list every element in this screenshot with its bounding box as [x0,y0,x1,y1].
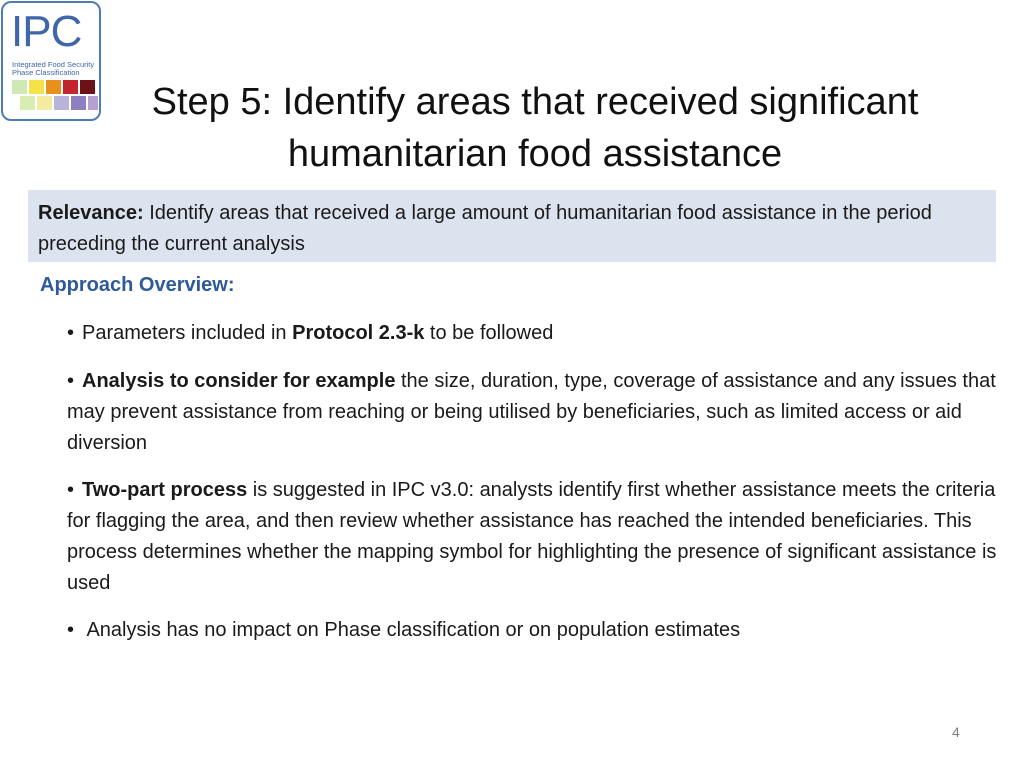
bullet-dot: • [67,370,75,392]
bullet-bold: Protocol 2.3-k [292,322,425,344]
logo-square [46,80,61,94]
bullet-bold: Analysis to consider for example [82,370,396,392]
logo-square [71,96,86,110]
logo-square [20,96,35,110]
logo-subtitle-line-2: Phase Classification [12,68,80,77]
logo-subtitle [12,61,96,77]
bullet-post: to be followed [424,322,554,344]
bullet-item [67,318,1017,349]
bullet-item [67,615,1017,646]
bullet-pre: Parameters included in [82,322,293,344]
bullet-dot: • [67,619,75,641]
ipc-logo [1,1,101,121]
logo-square [63,80,78,94]
bullet-dot: • [67,479,75,501]
bullet-dot: • [67,322,75,344]
logo-square [12,80,27,94]
slide-title: Step 5: Identify areas that received significant humanitarian food assistance [151,81,919,175]
page-number: 4 [952,724,960,740]
bullet-post: is suggested in IPC v3.0: analysts identify first whether assistance meets the criteria for flagging the area, and then review whether assistance has reached the intended beneficiaries. This process determines whether the mapping symbol for highlighting the presence of significant assistance is used [67,479,997,594]
bullet-bold: Two-part process [82,479,248,501]
bullet-item [67,475,997,599]
relevance-text: Identify areas that received a large amount of humanitarian food assistance in the period preceding the current analysis [38,202,932,255]
logo-square [37,96,52,110]
logo-square [54,96,69,110]
logo-square [29,80,44,94]
logo-abbr: IPC [11,7,82,56]
bullet-item [67,366,1017,459]
bullet-pre: Analysis has no impact on Phase classification or on population estimates [82,619,741,641]
relevance-box [28,190,996,262]
bullet-post: the size, duration, type, coverage of assistance and any issues that may prevent assistance from reaching or being utilised by beneficiaries, such as limited access or aid diversion [67,370,996,454]
relevance-label: Relevance: [38,202,144,224]
logo-subtitle-line-1: Integrated Food Security [12,60,95,69]
approach-heading: Approach Overview: [40,274,235,296]
logo-square [80,80,95,94]
logo-square [88,96,98,110]
